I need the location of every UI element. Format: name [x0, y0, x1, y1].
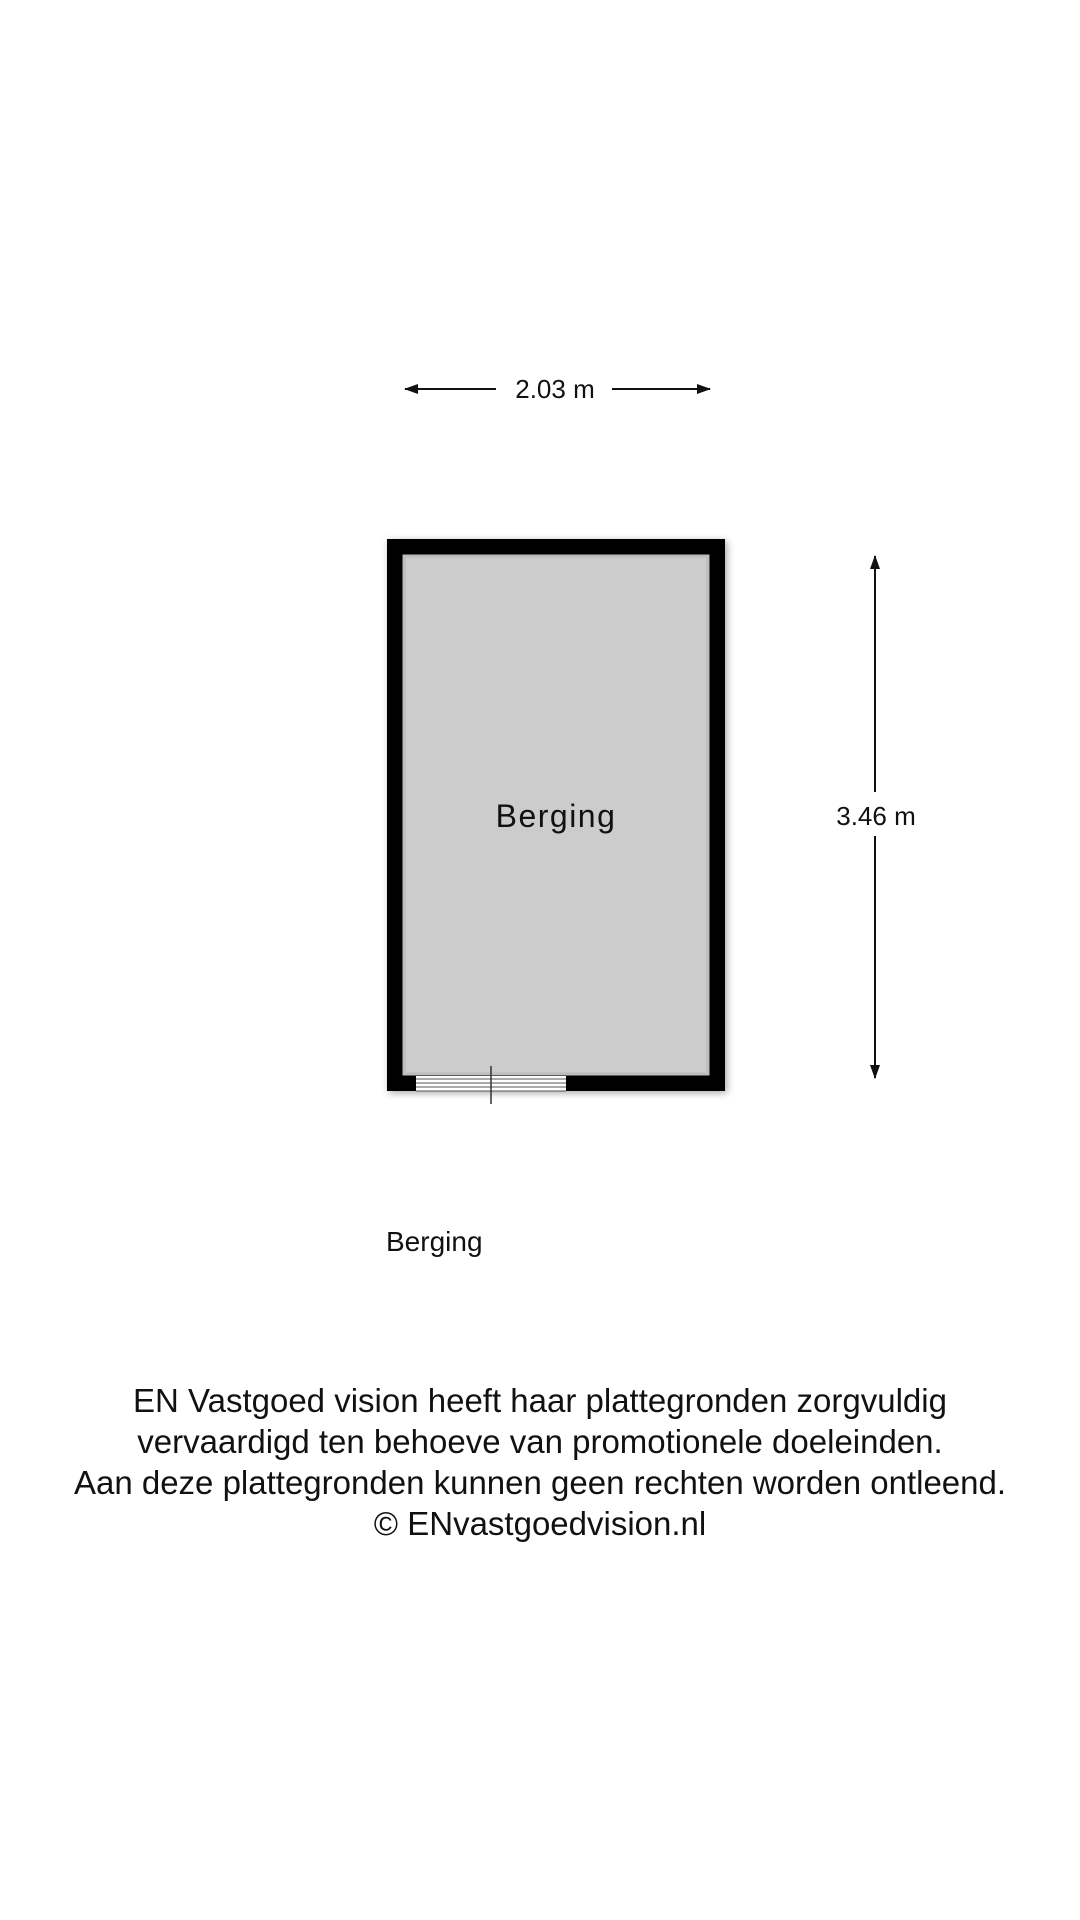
height-dimension — [836, 556, 916, 1078]
width-dimension-label: 2.03 m — [515, 374, 595, 404]
room-name-label: Berging — [495, 798, 617, 834]
disclaimer-line: vervaardigd ten behoeve van promotionele doeleinden. — [137, 1423, 943, 1460]
floor-label: Berging — [386, 1226, 483, 1257]
disclaimer-line: EN Vastgoed vision heeft haar plattegronden zorgvuldig — [133, 1382, 947, 1419]
copyright-line: © ENvastgoedvision.nl — [373, 1505, 707, 1542]
height-dimension-label: 3.46 m — [836, 801, 916, 831]
disclaimer-line: Aan deze plattegronden kunnen geen rechten worden ontleend. — [73, 1464, 1007, 1501]
disclaimer — [0, 1380, 1080, 1544]
width-dimension — [405, 374, 710, 404]
